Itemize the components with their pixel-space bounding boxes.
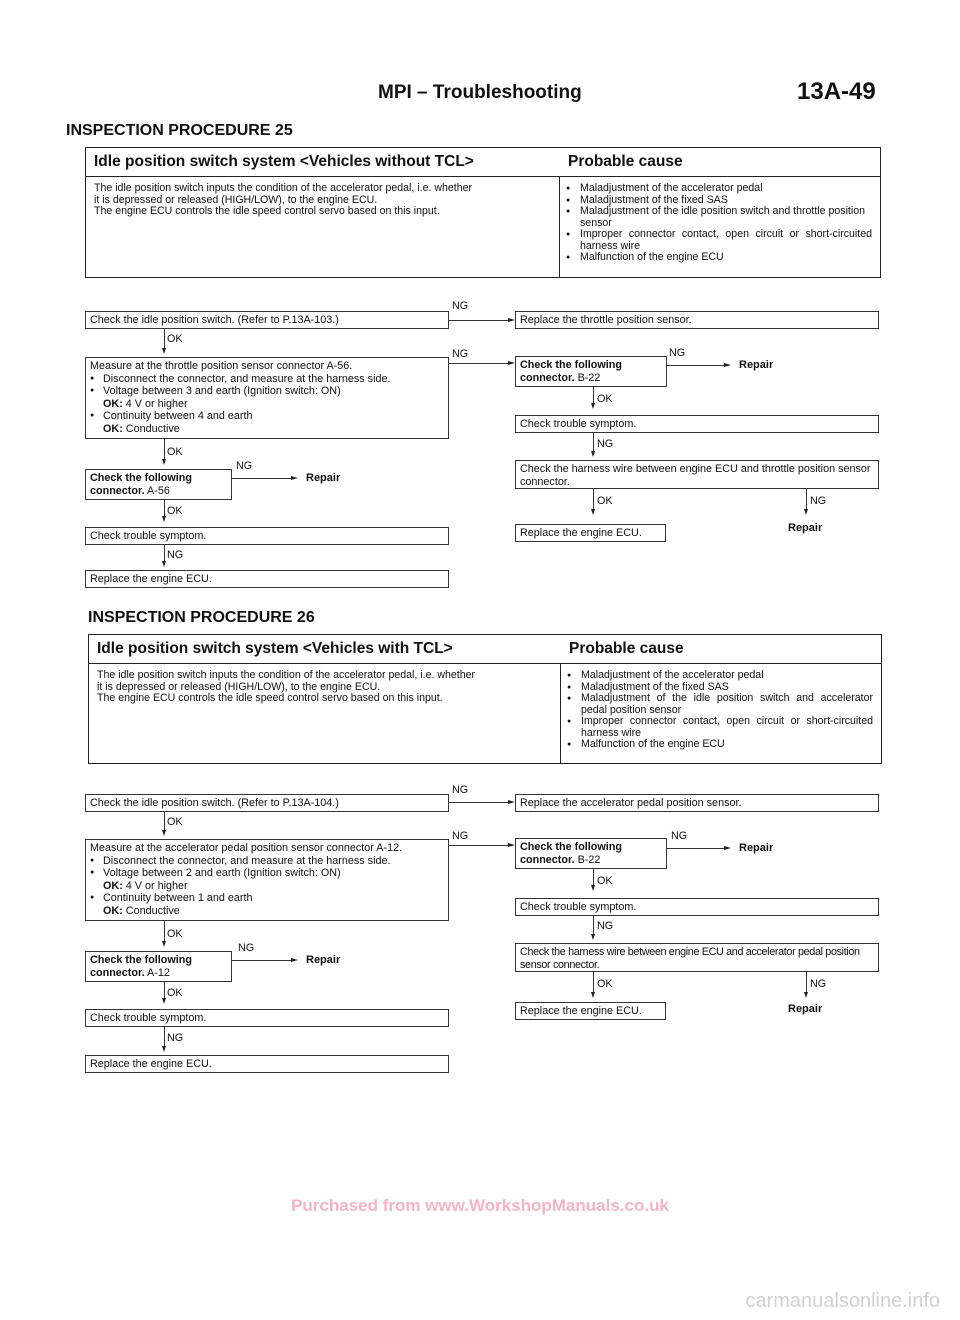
ok-label: OK [167,816,183,828]
ng-label: NG [238,942,255,954]
step-check-connector-right: Check the following connector. B-22 [515,838,667,869]
ng-label: NG [452,784,469,796]
ng-label: NG [669,347,686,359]
arrow-down [591,992,595,998]
cause-item: ● Improper connector contact, open circuit or short-circuited harness wire [564,229,872,252]
site-watermark: carmanualsonline.info [745,1290,940,1312]
table-title: Idle position switch system <Vehicles with TCL> [97,640,453,657]
ok-line [593,489,594,511]
ok-line [164,329,165,350]
step-check-connector-right: Check the following connector. B-22 [515,356,667,387]
cause-item: ● Improper connector contact, open circuit or short-circuited harness wire [565,716,873,739]
arrow-right [291,958,298,962]
step-check-connector-left: Check the following connector. A-56 [85,469,232,500]
ng-line [806,972,807,994]
table-column-divider [560,663,561,763]
ng-label: NG [452,830,469,842]
repair-label: Repair [306,472,341,484]
table-description: The idle position switch inputs the condition of the accelerator pedal, i.e. whether it is depressed or released (HIGH/LOW), to the engine ECU. The engine ECU controls the idle speed control servo based on this input. [94,182,473,217]
ng-line [232,478,292,479]
ok-line [164,921,165,943]
cause-item: ● Malfunction of the engine ECU [564,252,872,264]
ng-label: NG [671,830,688,842]
purchase-footer: Purchased from www.WorkshopManuals.co.uk [291,1196,669,1215]
ng-line [806,489,807,511]
arrow-down [162,998,166,1004]
arrow-down [591,934,595,940]
ok-label: OK [597,875,613,887]
step-replace-ecu-right: Replace the engine ECU. [515,524,666,542]
ok-label: OK [597,495,613,507]
ng-line [449,363,509,364]
ng-line [164,1027,165,1048]
arrow-down [162,516,166,522]
step-check-connector-left: Check the following connector. A-12 [85,951,232,982]
repair-label: Repair [739,359,774,371]
procedure-table [85,147,881,278]
table-description: The idle position switch inputs the condition of the accelerator pedal, i.e. whether it is depressed or released (HIGH/LOW), to the engine ECU. The engine ECU controls the idle speed control servo based on this input. [97,669,476,704]
step-check-idle-switch: Check the idle position switch. (Refer to P.13A-104.) [85,794,449,812]
step-check-idle-switch: Check the idle position switch. (Refer to P.13A-103.) [85,311,449,329]
arrow-down [591,885,595,891]
arrow-down [162,1046,166,1052]
ok-line [164,439,165,461]
ng-line [593,433,594,453]
ng-line [667,365,725,366]
procedure-heading: INSPECTION PROCEDURE 25 [66,122,293,139]
arrow-down [162,561,166,567]
arrow-right [508,800,515,804]
cause-item: ● Maladjustment of the accelerator pedal [565,670,873,682]
ng-label: NG [810,978,827,990]
arrow-down [162,830,166,836]
ng-line [449,802,509,803]
ng-line [449,320,509,321]
step-check-harness: Check the harness wire between engine ECU and throttle position sensor connector. [515,460,879,489]
cause-item: ● Maladjustment of the accelerator pedal [564,183,872,195]
ng-label: NG [810,495,827,507]
step-replace-sensor: Replace the throttle position sensor. [515,311,879,329]
table-divider [89,663,881,664]
step-measure-connector: Measure at the accelerator pedal position sensor connector A-12. ● Disconnect the connector, and measure at the harness side. ● Voltage between 2 and earth (Ignition switch: ON) OK: 4 V or higher ● Continuity between 1 and earth OK: Conductive [85,839,449,921]
arrow-down [804,992,808,998]
arrow-down [162,941,166,947]
ok-label: OK [167,928,183,940]
repair-label: Repair [788,522,823,534]
arrow-down [162,459,166,465]
ok-label: OK [597,978,613,990]
arrow-down [591,509,595,515]
probable-cause-header: Probable cause [569,640,684,657]
arrow-right [724,363,731,367]
procedure-table [88,634,882,764]
ng-label: NG [452,348,469,360]
step-check-trouble-left: Check trouble symptom. [85,1009,449,1027]
ng-label: NG [167,549,184,561]
repair-label: Repair [788,1003,823,1015]
cause-item: ● Maladjustment of the idle position switch and throttle position sensor [564,206,872,229]
table-title: Idle position switch system <Vehicles without TCL> [94,153,474,170]
ok-label: OK [167,446,183,458]
arrow-right [724,846,731,850]
ng-label: NG [597,920,614,932]
cause-item: ● Maladjustment of the fixed SAS [564,195,872,207]
ok-label: OK [167,333,183,345]
ok-label: OK [167,987,183,999]
ng-line [593,916,594,936]
section-title: MPI – Troubleshooting [378,82,582,103]
ng-line [667,848,725,849]
arrow-right [508,361,515,365]
ok-label: OK [167,505,183,517]
ng-label: NG [167,1032,184,1044]
step-replace-ecu-left: Replace the engine ECU. [85,1055,449,1073]
ng-label: NG [236,460,253,472]
arrow-right [508,843,515,847]
ng-line [232,960,292,961]
repair-label: Repair [739,842,774,854]
step-check-trouble-right: Check trouble symptom. [515,415,879,433]
arrow-right [508,318,515,322]
ok-line [593,972,594,994]
arrow-down [591,403,595,409]
table-divider [86,176,880,177]
step-check-trouble-left: Check trouble symptom. [85,527,449,545]
arrow-right [291,476,298,480]
step-replace-ecu-left: Replace the engine ECU. [85,570,449,588]
cause-list [564,183,872,264]
step-replace-sensor: Replace the accelerator pedal position sensor. [515,794,879,812]
page-number: 13A-49 [797,78,876,105]
step-measure-connector: Measure at the throttle position sensor connector A-56. ● Disconnect the connector, and measure at the harness side. ● Voltage between 3 and earth (Ignition switch: ON) OK: 4 V or higher ● Continuity between 4 and earth OK: Conductive [85,357,449,439]
repair-label: Repair [306,954,341,966]
ok-line [164,812,165,832]
step-check-trouble-right: Check trouble symptom. [515,898,879,916]
cause-list [565,670,873,751]
step-check-harness: Check the harness wire between engine ECU and accelerator pedal position sensor connector. [515,943,879,972]
step-replace-ecu-right: Replace the engine ECU. [515,1002,666,1020]
ng-line [449,845,509,846]
probable-cause-header: Probable cause [568,153,683,170]
cause-item: ● Malfunction of the engine ECU [565,739,873,751]
arrow-down [591,451,595,457]
table-column-divider [559,176,560,277]
ok-label: OK [597,393,613,405]
procedure-heading: INSPECTION PROCEDURE 26 [88,609,315,626]
arrow-down [804,509,808,515]
cause-item: ● Maladjustment of the fixed SAS [565,682,873,694]
cause-item: ● Maladjustment of the idle position switch and accelerator pedal position sensor [565,693,873,716]
ng-label: NG [452,300,469,312]
ng-label: NG [597,438,614,450]
arrow-down [162,348,166,354]
